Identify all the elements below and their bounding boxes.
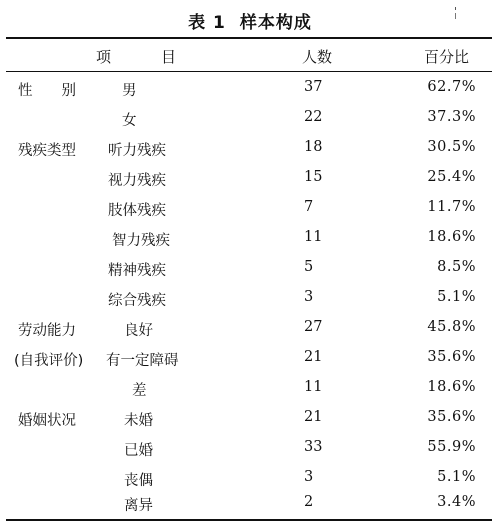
row-percent: 25.4% <box>427 169 476 185</box>
table-row <box>0 199 500 229</box>
table-title: 样本构成 <box>239 13 312 33</box>
row-subcategory: 良好 <box>124 323 153 339</box>
row-count: 33 <box>304 439 323 455</box>
table-row <box>0 139 500 169</box>
row-percent: 8.5% <box>437 259 476 275</box>
row-subcategory: 有一定障碍 <box>106 353 179 369</box>
row-count: 21 <box>304 349 323 365</box>
table-caption <box>0 8 500 33</box>
row-category: 性 别 <box>18 83 76 99</box>
table-row <box>0 169 500 199</box>
row-subcategory: 听力残疾 <box>108 143 166 159</box>
table-row <box>0 319 500 349</box>
row-subcategory: 精神残疾 <box>108 263 166 279</box>
header-rule <box>6 71 492 72</box>
row-subcategory: 已婚 <box>124 443 153 459</box>
row-percent: 30.5% <box>427 139 476 155</box>
row-percent: 55.9% <box>427 439 476 455</box>
header-item-left: 项 <box>96 48 112 66</box>
table-row <box>0 379 500 409</box>
table-row <box>0 439 500 469</box>
row-subcategory: 智力残疾 <box>112 233 170 249</box>
row-subcategory: 男 <box>122 83 137 99</box>
row-count: 37 <box>304 79 323 95</box>
header-item <box>96 46 176 67</box>
table-row <box>0 409 500 439</box>
row-count: 11 <box>304 229 323 245</box>
row-count: 3 <box>304 289 314 305</box>
row-subcategory: 未婚 <box>124 413 153 429</box>
table-row <box>0 349 500 379</box>
row-percent: 3.4% <box>437 494 476 510</box>
table-row <box>0 259 500 289</box>
header-percent: 百分比 <box>424 48 470 66</box>
row-percent: 5.1% <box>437 469 476 485</box>
row-count: 21 <box>304 409 323 425</box>
row-percent: 18.6% <box>427 379 476 395</box>
row-subcategory: 视力残疾 <box>108 173 166 189</box>
row-percent: 18.6% <box>427 229 476 245</box>
row-percent: 35.6% <box>427 349 476 365</box>
row-count: 2 <box>304 494 314 510</box>
row-percent: 37.3% <box>427 109 476 125</box>
row-count: 22 <box>304 109 323 125</box>
row-percent: 45.8% <box>427 319 476 335</box>
row-category: 残疾类型 <box>18 143 76 159</box>
top-rule <box>6 37 492 39</box>
table-row <box>0 289 500 319</box>
header-item-right: 目 <box>161 48 177 66</box>
row-count: 27 <box>304 319 323 335</box>
table-number: 表 1 <box>188 13 226 33</box>
bottom-rule <box>6 519 492 521</box>
table-row <box>0 229 500 259</box>
row-category: 婚姻状况 <box>18 413 76 429</box>
row-percent: 62.7% <box>427 79 476 95</box>
row-count: 15 <box>304 169 323 185</box>
row-category: 劳动能力 <box>18 323 76 339</box>
row-subcategory: 综合残疾 <box>108 293 166 309</box>
row-percent: 5.1% <box>437 289 476 305</box>
row-count: 7 <box>304 199 314 215</box>
row-count: 18 <box>304 139 323 155</box>
row-percent: 11.7% <box>427 199 476 215</box>
row-count: 5 <box>304 259 314 275</box>
row-subcategory: 差 <box>132 383 147 399</box>
table-row <box>0 79 500 109</box>
scan-speck-mark <box>454 6 457 20</box>
row-percent: 35.6% <box>427 409 476 425</box>
header-count: 人数 <box>302 48 333 66</box>
row-subcategory: 女 <box>122 113 137 129</box>
table-row <box>0 109 500 139</box>
row-subcategory: 丧偶 <box>124 473 153 489</box>
row-subcategory: 肢体残疾 <box>108 203 166 219</box>
row-category: (自我评价) <box>14 353 84 369</box>
row-subcategory: 离异 <box>124 498 153 514</box>
row-count: 11 <box>304 379 323 395</box>
row-count: 3 <box>304 469 314 485</box>
